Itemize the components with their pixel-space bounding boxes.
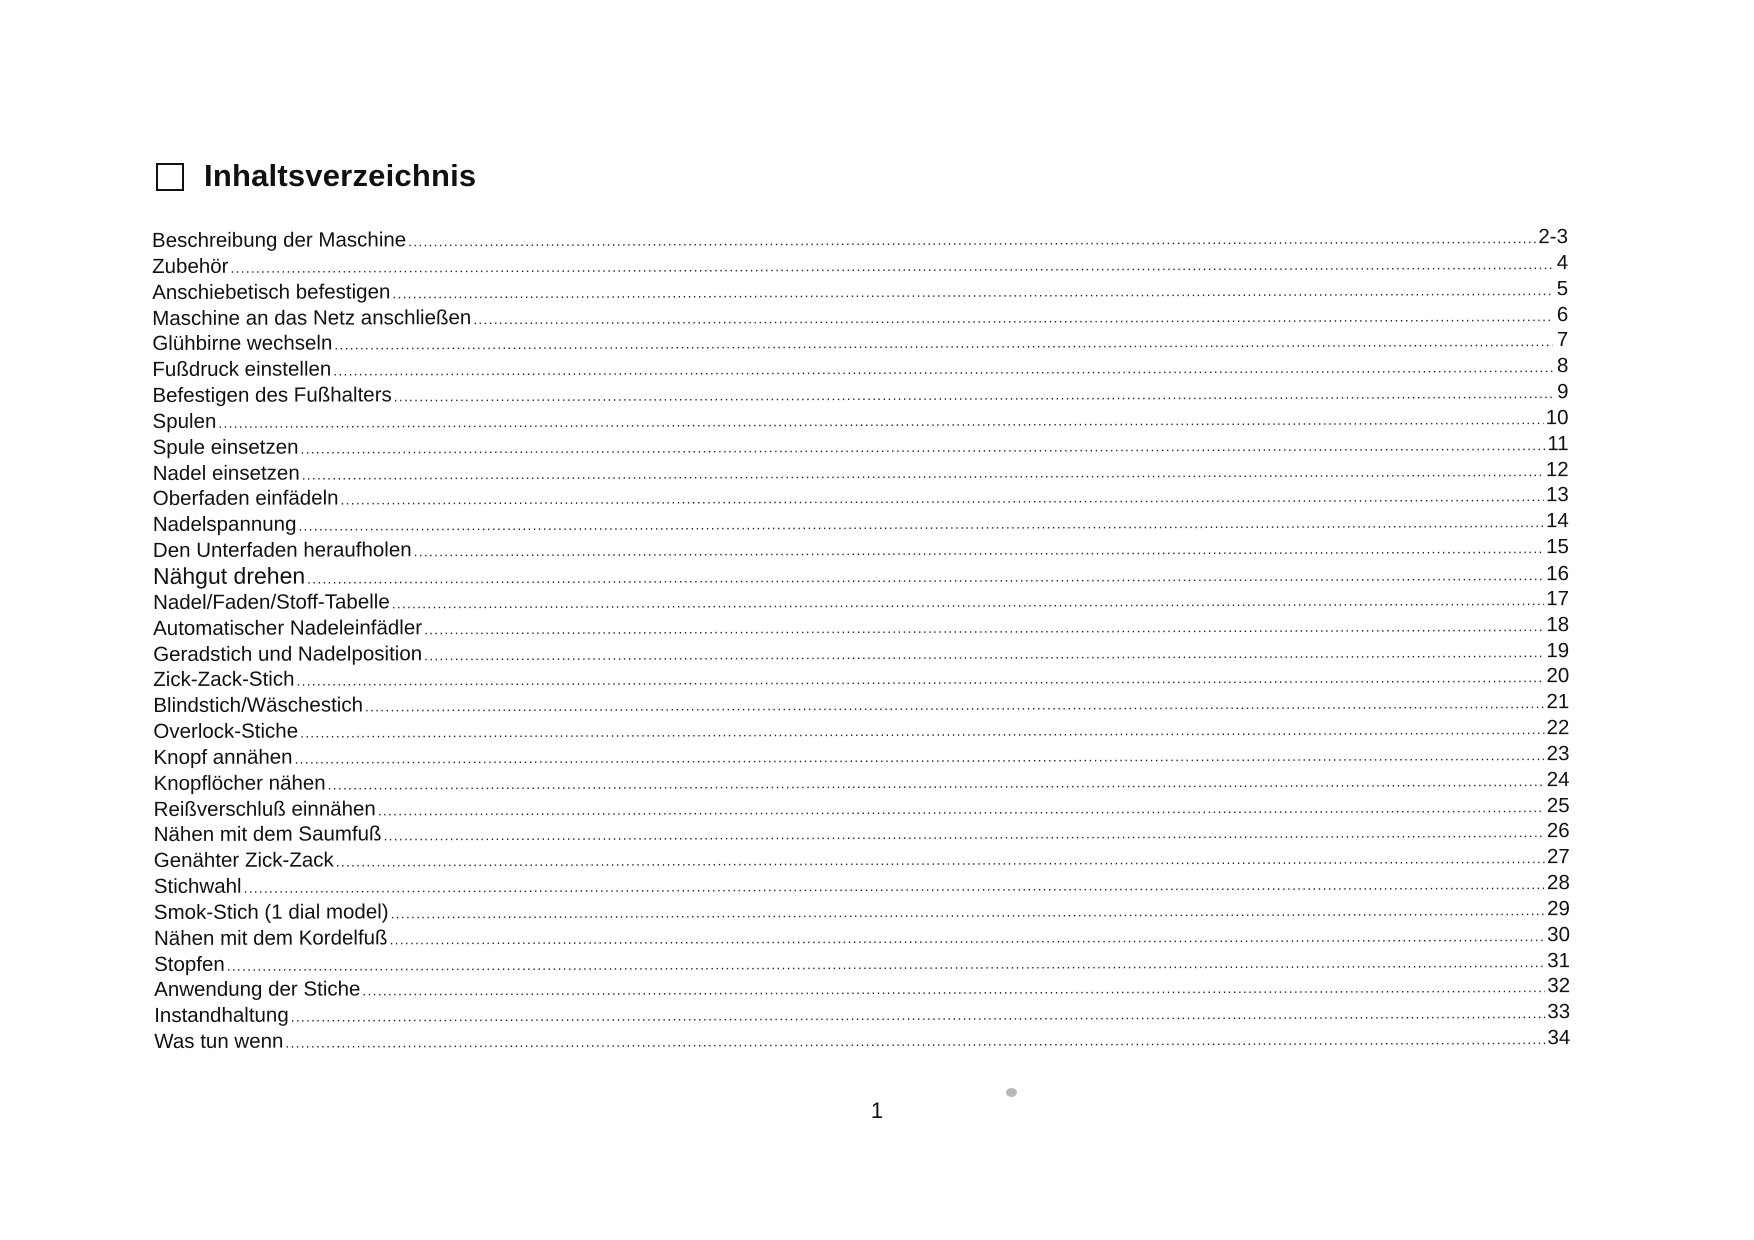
toc-entry-label: Overlock-Stiche [153,719,299,744]
toc-entry [152,302,1568,332]
toc-entry-page: 6 [1556,302,1569,326]
toc-entry-label: Stichwahl [153,874,242,899]
toc-entry-page: 25 [1546,793,1570,817]
dot-leader [394,381,1553,410]
toc-entry-page: 16 [1546,562,1570,586]
toc-entry [153,638,1569,668]
dot-leader [390,924,1546,953]
toc-entry-page: 15 [1546,535,1569,559]
toc-entry-label: Maschine an das Netz anschließen [152,305,472,330]
toc-entry [154,793,1570,823]
toc-entry [153,560,1569,590]
toc-entry [153,612,1569,642]
toc-entry-page: 24 [1546,767,1570,791]
toc-entry-label: Genähter Zick-Zack [153,848,334,873]
toc-entry-page: 14 [1545,509,1569,533]
toc-entry [154,948,1570,978]
dot-leader [378,795,1545,824]
dot-leader [334,329,1552,358]
toc-entry-page: 33 [1547,1000,1571,1024]
toc-entry-label: Spulen [152,409,217,433]
toc-entry [154,844,1570,874]
toc-entry [153,663,1569,693]
dot-leader [473,304,1552,333]
toc-entry-page: 11 [1547,431,1569,455]
dot-leader [341,485,1544,514]
toc-entry-page: 34 [1547,1026,1571,1050]
toc-entry-label: Beschreibung der Maschine [152,228,407,252]
toc-entry-page: 12 [1545,457,1569,481]
toc-entry-page: 7 [1556,328,1569,352]
dot-leader [302,459,1544,488]
dot-leader [300,717,1545,746]
toc-entry-label: Nadelspannung [152,512,297,537]
toc-entry-page: 22 [1546,716,1570,740]
toc-entry [154,1025,1570,1055]
toc-entry [153,689,1569,719]
dot-leader [408,226,1536,255]
dot-leader [391,898,1546,927]
toc-entry [153,457,1569,487]
toc-entry-page: 28 [1546,871,1570,895]
toc-entry [153,741,1569,771]
dot-leader [244,872,1546,901]
toc-entry-label: Stopfen [154,952,225,976]
toc-entry-page: 4 [1556,250,1569,274]
toc-entry-label: Was tun wenn [154,1029,284,1054]
toc-entry [153,586,1569,616]
toc-entry-label: Smok-Stich (1 dial model) [153,900,389,924]
toc-entry [154,896,1570,926]
dot-leader [333,355,1552,384]
dot-leader [296,665,1544,694]
toc-entry-label: Nadel/Faden/Stoff-Tabelle [153,590,390,614]
toc-entry-page: 13 [1545,483,1569,507]
toc-entry-label: Blindstich/Wäschestich [153,693,364,718]
toc-entry [154,870,1570,900]
toc-entry-label: Reißverschluß einnähen [153,796,376,821]
scan-speck [1006,1088,1017,1097]
toc-entry-page: 2-3 [1538,225,1569,249]
toc-entry [152,250,1568,280]
dot-leader [424,614,1544,643]
toc-entry-label: Instandhaltung [154,1003,289,1028]
toc-entry [152,327,1568,357]
toc-entry-page: 8 [1556,354,1569,378]
toc-entry-label: Nadel einsetzen [152,461,300,485]
toc-entry-page: 18 [1546,612,1570,636]
dot-leader [362,976,1545,1005]
toc-entry [153,534,1569,564]
dot-leader [295,743,1545,772]
dot-leader [365,691,1545,720]
toc-entry-label: Oberfaden einfädeln [152,486,339,511]
toc-entry-page: 23 [1546,741,1570,765]
dot-leader [424,640,1544,669]
toc-entry-label: Spule einsetzen [152,435,299,459]
dot-leader [392,588,1545,617]
toc-entry [153,431,1569,461]
dot-leader [291,1001,1546,1030]
page-title: Inhaltsverzeichnis [204,158,477,193]
toc-entry [154,974,1570,1004]
dot-leader [384,821,1545,850]
toc-entry [152,353,1568,383]
page-number: 1 [870,1098,884,1123]
toc-entry [154,922,1570,952]
dot-leader [285,1027,1545,1056]
toc-entry-page: 30 [1547,922,1571,946]
toc-entry-page: 17 [1546,586,1570,610]
toc-entry-page: 19 [1546,638,1570,662]
table-of-contents [152,224,1570,1055]
toc-entry-page: 20 [1546,664,1570,688]
toc-entry-page: 32 [1547,974,1571,998]
toc-entry [152,276,1568,306]
toc-entry-label: Nähen mit dem Kordelfuß [153,926,388,950]
toc-entry [154,767,1570,797]
toc-entry-label: Zick-Zack-Stich [153,667,295,692]
toc-entry-page: 10 [1545,405,1569,430]
toc-entry [154,999,1570,1029]
toc-entry-label: Nähgut drehen [152,562,306,589]
toc-entry [154,818,1570,848]
dot-leader [218,407,1543,437]
toc-entry-page: 29 [1547,896,1570,921]
toc-entry-label: Knopf annähen [153,745,293,769]
checkbox-icon [156,163,184,191]
dot-leader [298,510,1544,539]
toc-entry [153,715,1569,745]
toc-heading [156,158,476,194]
dot-leader [336,846,1545,875]
toc-entry [153,482,1569,512]
toc-entry-page: 26 [1546,819,1570,843]
toc-entry [153,405,1569,435]
toc-entry [152,224,1568,254]
toc-entry-page: 5 [1556,276,1569,300]
toc-entry-label: Geradstich und Nadelposition [153,641,423,666]
toc-entry-label: Anwendung der Stiche [154,977,361,1002]
toc-entry-label: Fußdruck einstellen [152,357,332,382]
toc-entry-label: Den Unterfaden heraufholen [152,538,412,563]
dot-leader [328,769,1545,798]
toc-entry-label: Glühbirne wechseln [152,331,333,356]
toc-entry-page: 31 [1547,948,1571,972]
toc-entry-page: 9 [1557,380,1569,404]
toc-entry [153,508,1569,538]
toc-entry-label: Anschiebetisch befestigen [152,280,391,304]
toc-entry-label: Befestigen des Fußhalters [152,383,392,408]
toc-entry-label: Automatischer Nadeleinfädler [153,615,423,640]
toc-entry-page: 27 [1546,845,1570,869]
dot-leader [392,278,1552,307]
toc-entry-page: 21 [1546,690,1570,714]
dot-leader [227,950,1546,980]
toc-entry-label: Nähen mit dem Saumfuß [153,822,382,847]
dot-leader [230,252,1552,282]
toc-entry-label: Knopflöcher nähen [153,771,326,795]
toc-entry-label: Zubehör [152,254,229,278]
dot-leader [300,433,1545,462]
toc-entry [152,379,1568,409]
dot-leader [414,536,1545,565]
